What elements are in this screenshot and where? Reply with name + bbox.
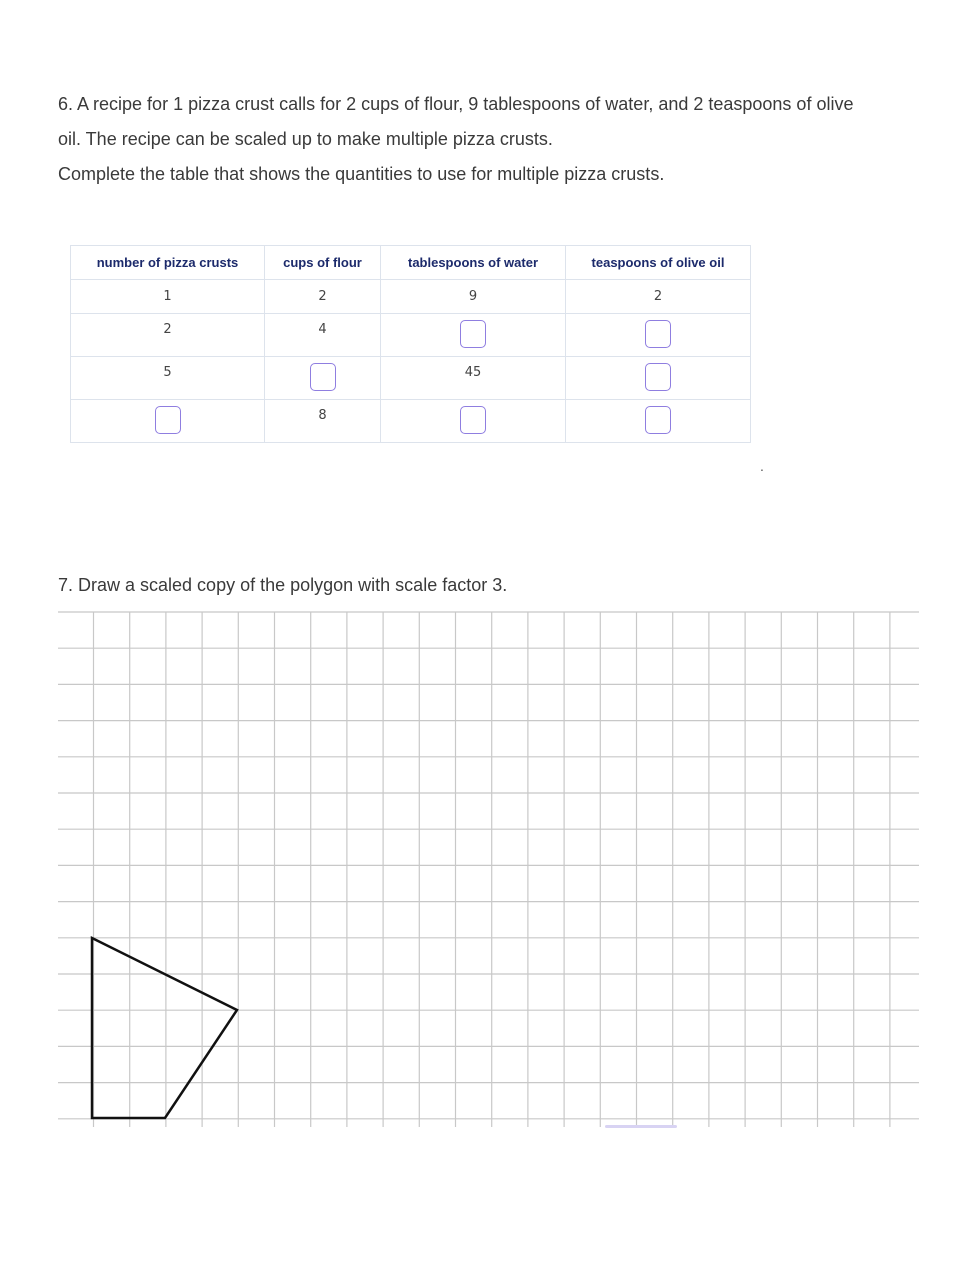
- cell-value: 45: [464, 365, 482, 380]
- stray-mark: .: [760, 458, 764, 474]
- grid-lines: [58, 612, 919, 1127]
- header-teaspoons-oil: teaspoons of olive oil: [566, 246, 751, 280]
- table-cell: 9: [381, 280, 566, 314]
- question-6-line-2: oil. The recipe can be scaled up to make multiple pizza crusts.: [58, 129, 553, 149]
- table-cell: 2: [566, 280, 751, 314]
- table-cell: 2: [265, 280, 381, 314]
- header-tablespoons-water: tablespoons of water: [381, 246, 566, 280]
- cell-value: 2: [163, 322, 172, 337]
- given-polygon: [92, 938, 237, 1118]
- header-pizza-crusts: number of pizza crusts: [71, 246, 265, 280]
- question-6-line-3: Complete the table that shows the quantities to use for multiple pizza crusts.: [58, 164, 665, 184]
- question-6-line-1: 6. A recipe for 1 pizza crust calls for 2 cups of flour, 9 tablespoons of water, and 2 teaspoons of olive: [58, 94, 854, 114]
- cell-value: 4: [318, 322, 327, 337]
- question-7-text: 7. Draw a scaled copy of the polygon with scale factor 3.: [58, 575, 508, 595]
- table-cell: 1: [71, 280, 265, 314]
- hidden-input-edge: [605, 1125, 677, 1128]
- header-cups-flour: cups of flour: [265, 246, 381, 280]
- cell-value: 8: [318, 408, 327, 423]
- cell-value: 5: [163, 365, 172, 380]
